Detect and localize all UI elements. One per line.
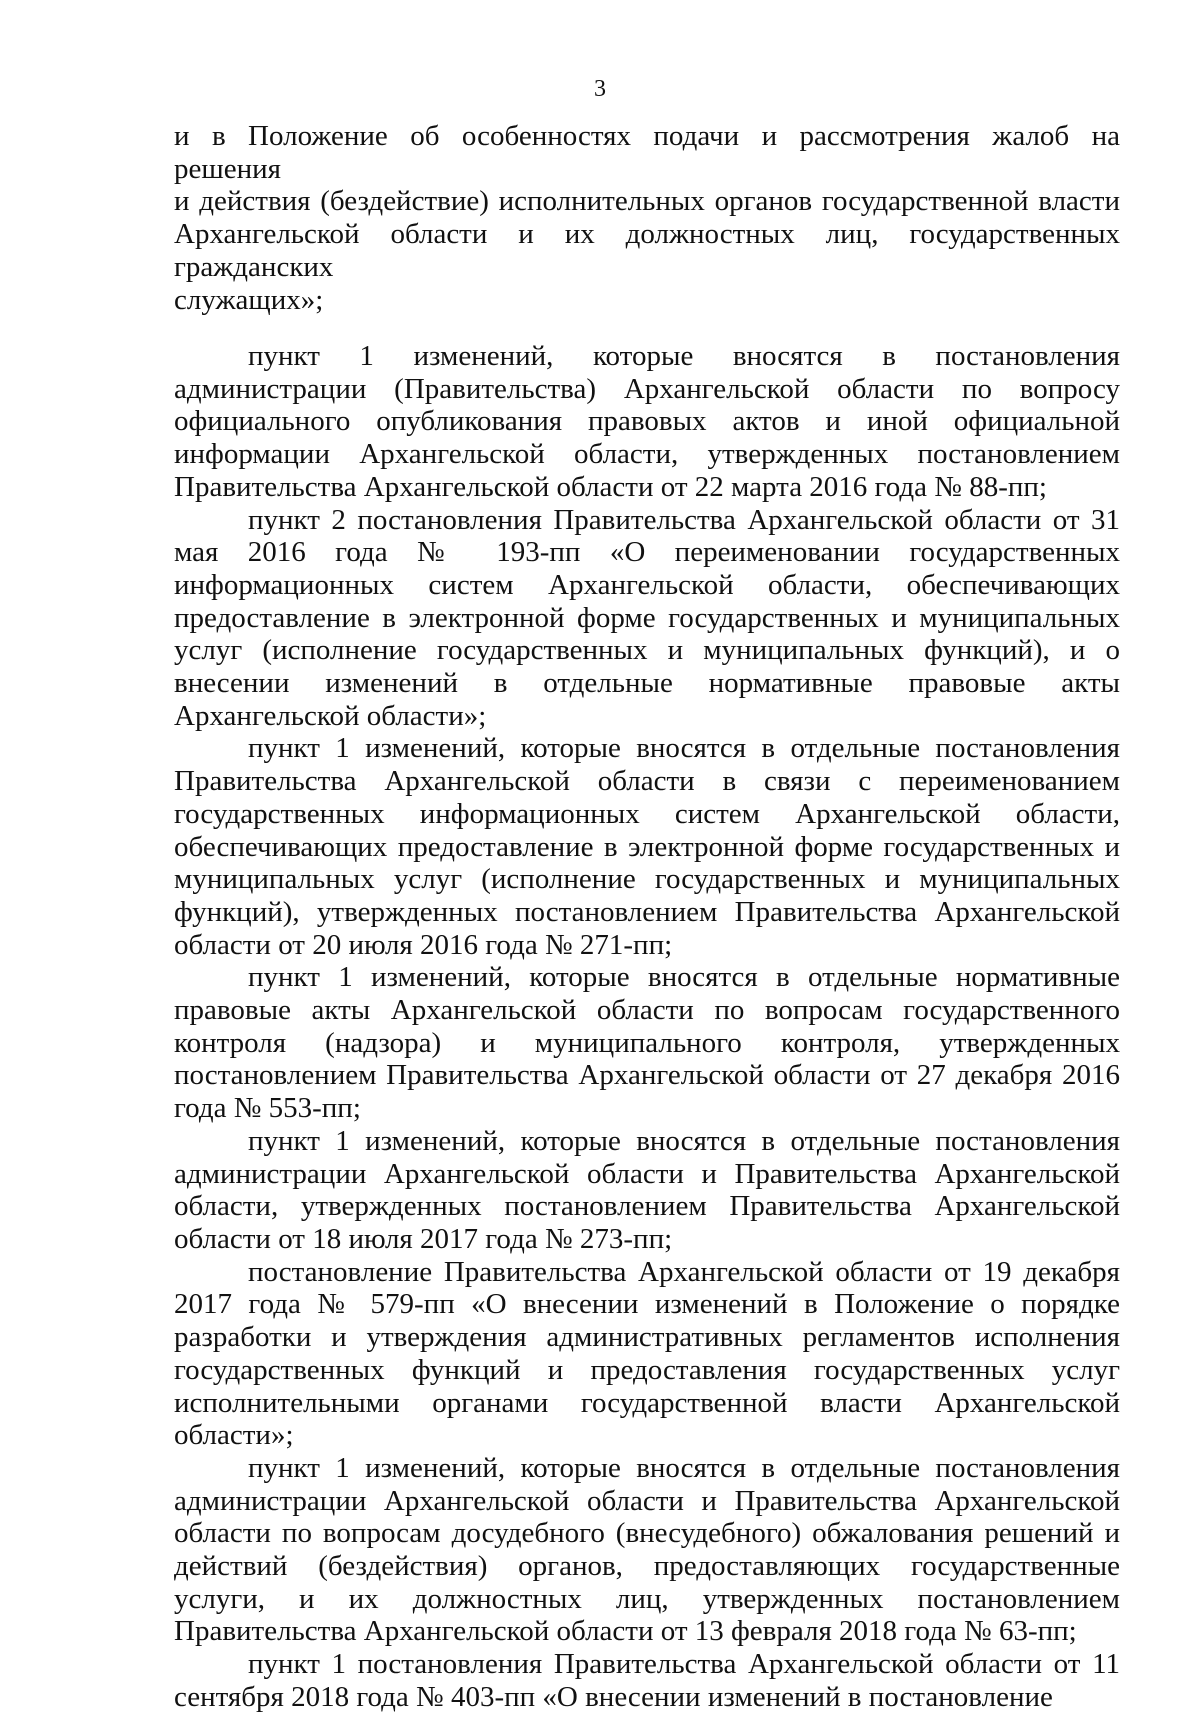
paragraph: пункт 1 изменений, которые вносятся в отдельные нормативные правовые акты Архангельской области по вопросам государственного контроля (надзора) и муниципального контроля, утвержденных постановлением Правительства Архангельской области от 27 декабря 2016 года № 553-пп; bbox=[174, 961, 1120, 1125]
paragraph: постановление Правительства Архангельской области от 19 декабря 2017 года № 579-пп «О внесении изменений в Положение о порядке разработки и утверждения административных регламентов исполнения государственных функций и предоставления государственных услуг исполнительными органами государственной власти Архангельской области»; bbox=[174, 1255, 1120, 1452]
text-line: служащих»; bbox=[174, 283, 324, 316]
paragraph: пункт 2 постановления Правительства Архангельской области от 31 мая 2016 года № 193-пп «О переименовании государственных информационных систем Архангельской области, обеспечивающих предоставление в электронной форме государственных и муниципальных услуг (исполнение государственных и муниципальных функций), и о внесении изменений в отдельные нормативные правовые акты Архангельской области»; bbox=[174, 503, 1120, 732]
document-text-top bbox=[174, 120, 1120, 316]
paragraph: пункт 1 изменений, которые вносятся в отдельные постановления администрации Архангельской области и Правительства Архангельской области по вопросам досудебного (внесудебного) обжалования решений и действий (бездействия) органов, предоставляющих государственные услуги, и их должностных лиц, утвержденных постановлением Правительства Архангельской области от 13 февраля 2018 года № 63-пп; bbox=[174, 1451, 1120, 1648]
paragraph: пункт 1 изменений, которые вносятся в отдельные постановления Правительства Архангельской области в связи с переименованием государственных информационных систем Архангельской области, обеспечивающих предоставление в электронной форме государственных и муниципальных услуг (исполнение государственных и муниципальных функций), утвержденных постановлением Правительства Архангельской области от 20 июля 2016 года № 271-пп; bbox=[174, 732, 1120, 961]
page-number: 3 bbox=[594, 76, 606, 102]
text-line: и в Положение об особенностях подачи и рассмотрения жалоб на bbox=[174, 120, 1120, 152]
paragraph: пункт 1 изменений, которые вносятся в отдельные постановления администрации Архангельской области и Правительства Архангельской области, утвержденных постановлением Правительства Архангельской области от 18 июля 2017 года № 273-пп; bbox=[174, 1124, 1120, 1255]
text-line: решения bbox=[174, 152, 281, 185]
paragraph: пункт 1 постановления Правительства Архангельской области от 11 сентября 2018 года № 403-пп «О внесении изменений в постановление bbox=[174, 1648, 1120, 1713]
text-line: Архангельской области и их должностных лиц, государственных гражданских bbox=[174, 218, 1120, 283]
paragraph: пункт 1 изменений, которые вносятся в постановления администрации (Правительства) Архангельской области по вопросу официального опубликования правовых актов и иной официальной информации Архангельской области, утвержденных постановлением Правительства Архангельской области от 22 марта 2016 года № 88-пп; bbox=[174, 340, 1120, 503]
text-line: и действия (бездействие) исполнительных органов государственной власти bbox=[174, 185, 1120, 218]
document-body bbox=[174, 340, 1120, 1714]
